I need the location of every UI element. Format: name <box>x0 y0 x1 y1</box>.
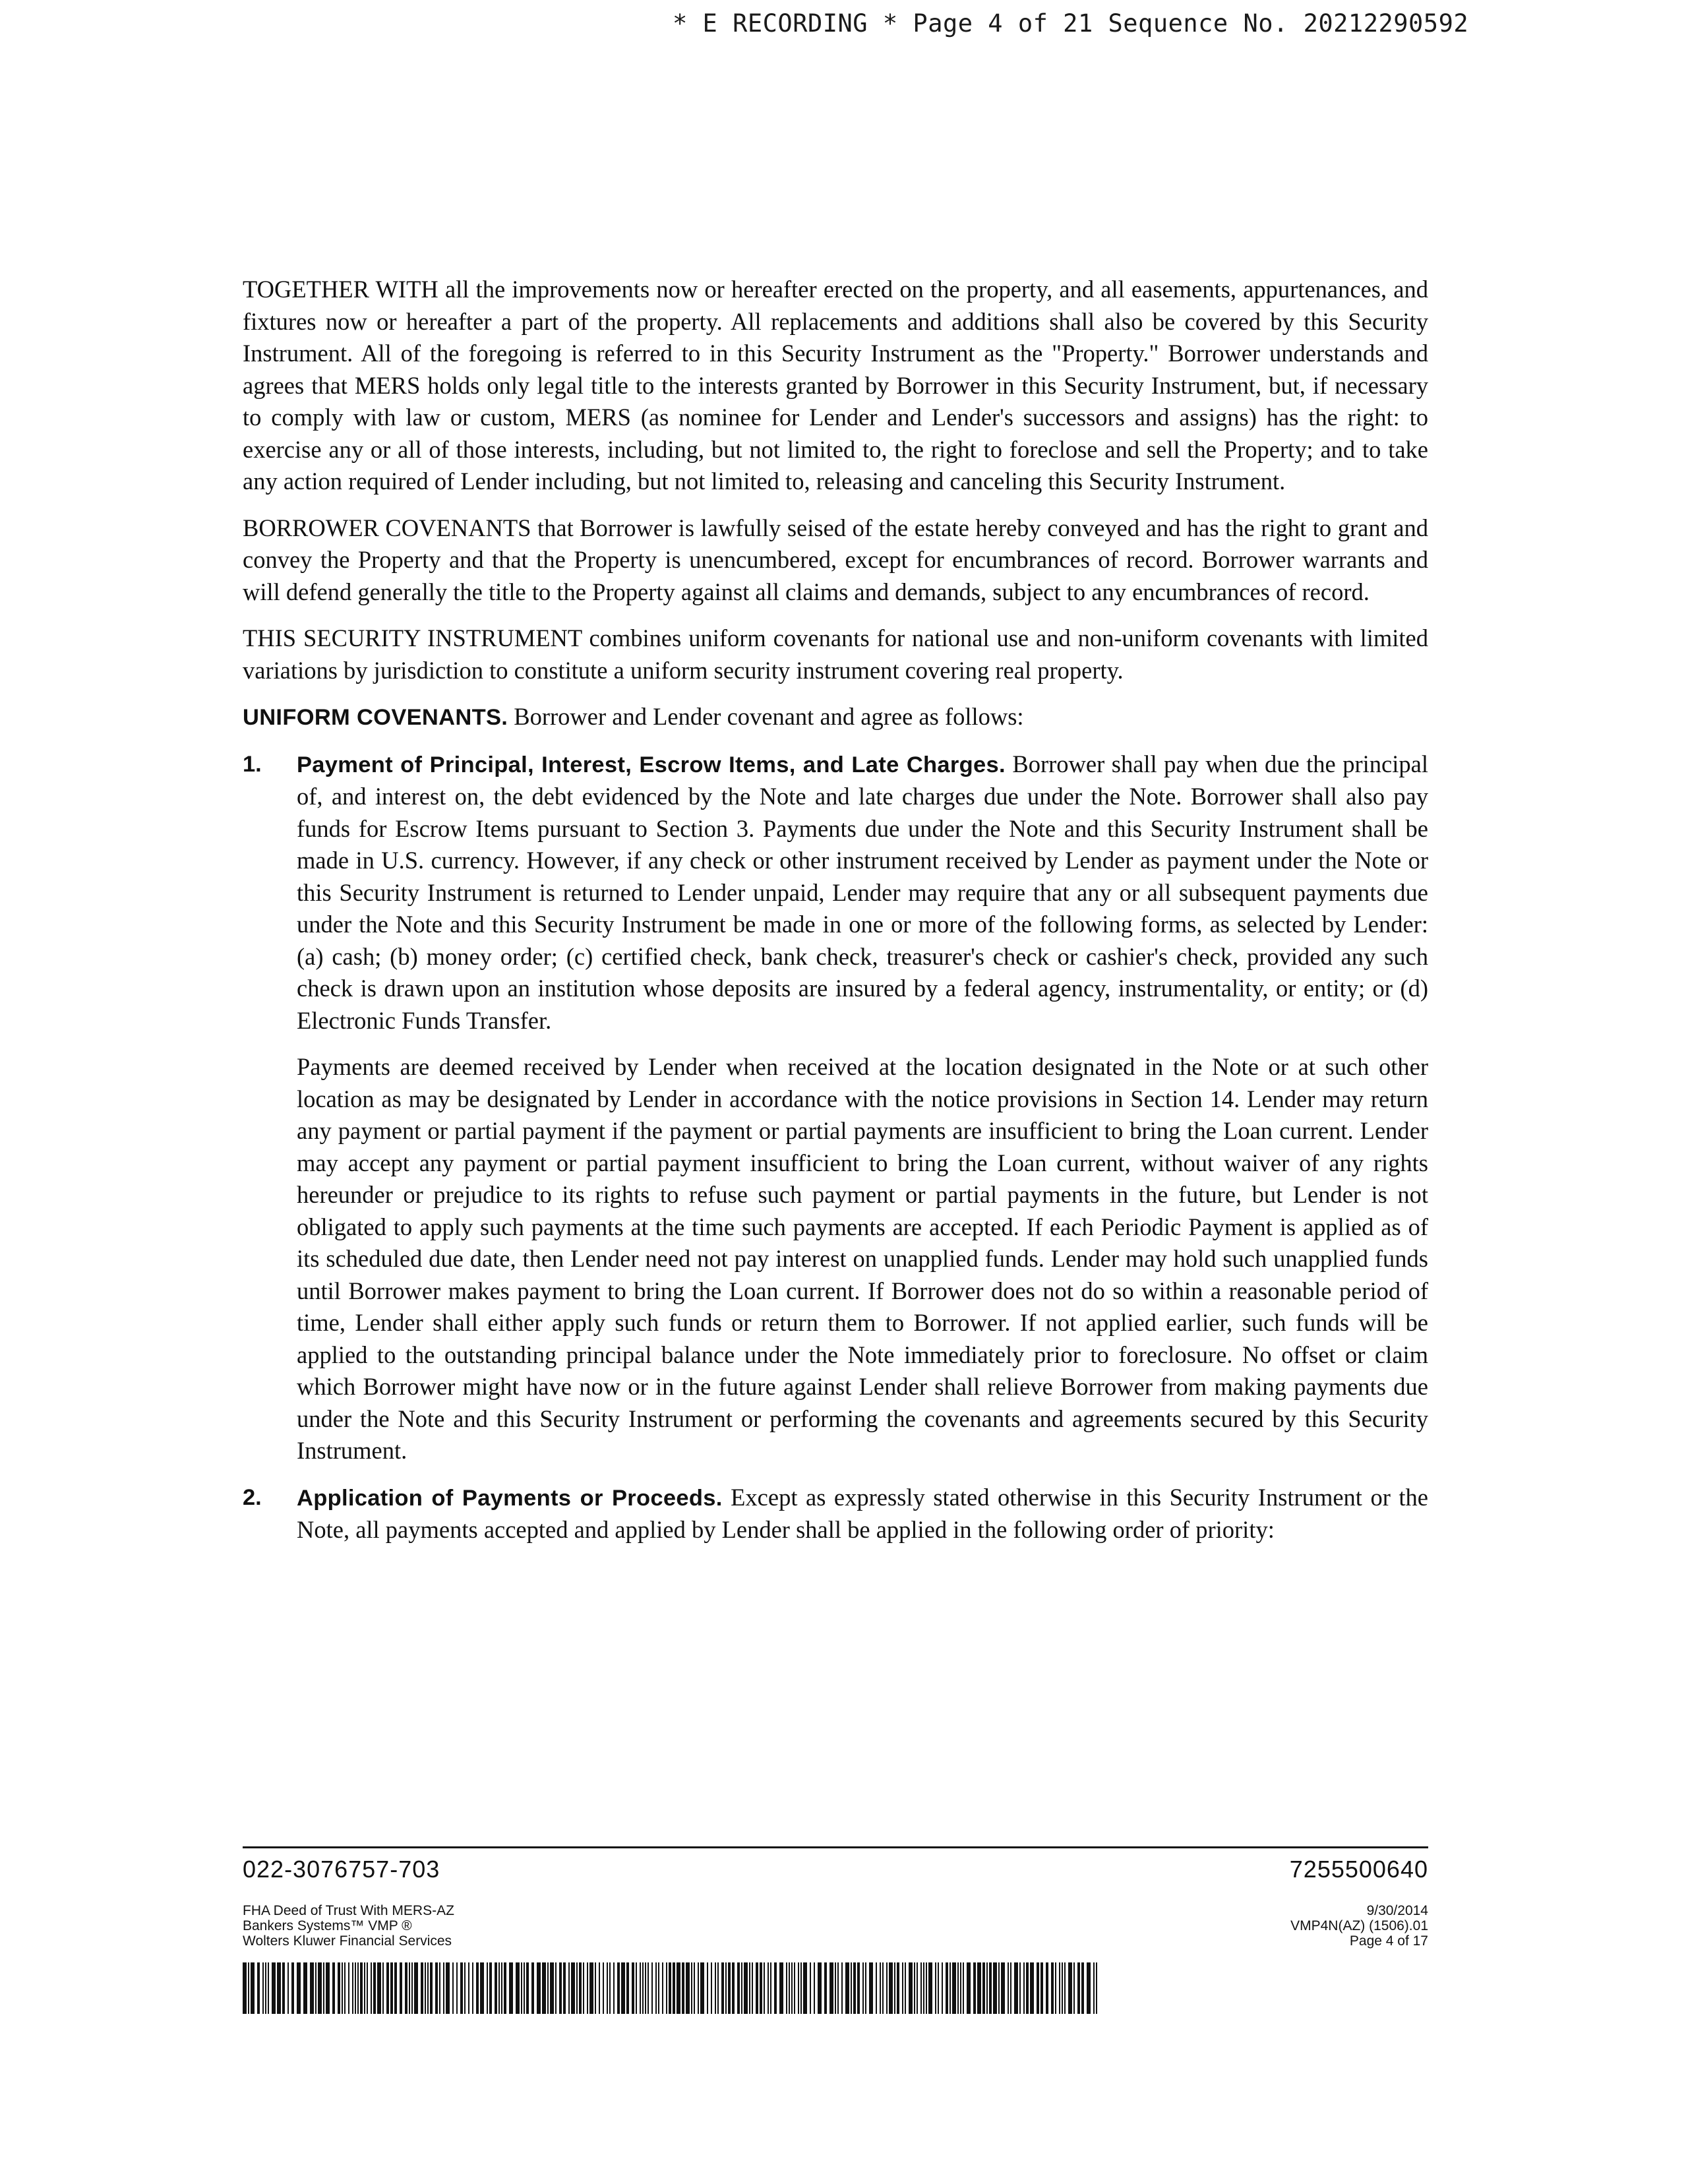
section-2 <box>243 1482 1428 1546</box>
section-1-number: 1. <box>243 751 262 777</box>
uniform-covenants-text: Borrower and Lender covenant and agree as follows: <box>508 703 1024 730</box>
section-2-heading: Application of Payments or Proceeds. <box>297 1485 723 1511</box>
form-code: VMP4N(AZ) (1506).01 <box>1290 1918 1428 1933</box>
section-1-heading: Payment of Principal, Interest, Escrow Items, and Late Charges. <box>297 752 1006 777</box>
form-company: Wolters Kluwer Financial Services <box>243 1933 452 1949</box>
section-2-text: Except as expressly stated otherwise in this Security Instrument or the Note, all payments accepted and applied by Lender shall be applied in the following order of priority: <box>297 1483 1428 1543</box>
document-body <box>243 274 1428 1561</box>
form-page: Page 4 of 17 <box>1349 1933 1428 1949</box>
recording-header: * E RECORDING * Page 4 of 21 Sequence No. 20212290592 <box>673 9 1469 38</box>
barcode-icon <box>243 1962 1100 2014</box>
form-title: FHA Deed of Trust With MERS-AZ <box>243 1903 454 1918</box>
form-meta <box>1290 1903 1428 1949</box>
section-1 <box>243 748 1428 1467</box>
document-number: 7255500640 <box>1289 1856 1428 1883</box>
form-date: 9/30/2014 <box>1366 1903 1428 1918</box>
section-1-paragraph <box>297 748 1428 1037</box>
loan-number: 022-3076757-703 <box>243 1856 440 1883</box>
security-instrument-paragraph: THIS SECURITY INSTRUMENT combines uniform covenants for national use and non-uniform covenants with limited variations by jurisdiction to constitute a uniform security instrument covering real property. <box>243 624 1428 684</box>
section-2-number: 2. <box>243 1484 262 1510</box>
uniform-covenants-heading: UNIFORM COVENANTS. <box>243 705 508 730</box>
form-publisher: Bankers Systems™ VMP ® <box>243 1918 412 1933</box>
form-info <box>243 1903 454 1949</box>
section-1-text: Borrower shall pay when due the principal of, and interest on, the debt evidenced by the Note and late charges due under the Note. Borrower shall also pay funds for Escrow Items pursuant to Section 3. Payments due under the Note and this Security Instrument shall be made in U.S. currency. However, if any check or other instrument received by Lender as payment under the Note or this Security Instrument is returned to Lender unpaid, Lender may require that any or all subsequent payments due under the Note and this Security Instrument be made in one or more of the following forms, as selected by Lender: (a) cash; (b) money order; (c) certified check, bank check, treasurer's check or cashier's check, provided any such check is drawn upon an institution whose deposits are insured by a federal agency, instrumentality, or entity; or (d) Electronic Funds Transfer. <box>297 750 1428 1034</box>
section-2-paragraph <box>297 1482 1428 1546</box>
borrower-covenants-paragraph: BORROWER COVENANTS that Borrower is lawfully seised of the estate hereby conveyed and has the right to grant and convey the Property and that the Property is unencumbered, except for encumbrances of record. Borrower warrants and will defend generally the title to the Property against all claims and demands, subject to any encumbrances of record. <box>243 514 1428 605</box>
footer-rule <box>243 1846 1428 1848</box>
section-1-paragraph-2: Payments are deemed received by Lender when received at the location designated in the Note or at such other location as may be designated by Lender in accordance with the notice provisions in Section 14. Lender may return any payment or partial payment if the payment or partial payments are insufficient to bring the Loan current. Lender may accept any payment or partial payment insufficient to bring the Loan current, without waiver of any rights hereunder or prejudice to its rights to refuse such payment or partial payments in the future, but Lender is not obligated to apply such payments at the time such payments are accepted. If each Periodic Payment is applied as of its scheduled due date, then Lender need not pay interest on unapplied funds. Lender may hold such unapplied funds until Borrower makes payment to bring the Loan current. If Borrower does not do so within a reasonable period of time, Lender shall either apply such funds or return them to Borrower. If not applied earlier, such funds will be applied to the outstanding principal balance under the Note immediately prior to foreclosure. No offset or claim which Borrower might have now or in the future against Lender shall relieve Borrower from making payments due under the Note and this Security Instrument or performing the covenants and agreements secured by this Security Instrument. <box>297 1053 1428 1464</box>
together-with-paragraph: TOGETHER WITH all the improvements now or hereafter erected on the property, and all easements, appurtenances, and fixtures now or hereafter a part of the property. All replacements and additions shall also be covered by this Security Instrument. All of the foregoing is referred to in this Security Instrument as the "Property." Borrower understands and agrees that MERS holds only legal title to the interests granted by Borrower in this Security Instrument, but, if necessary to comply with law or custom, MERS (as nominee for Lender and Lender's successors and assigns) has the right: to exercise any or all of those interests, including, but not limited to, the right to foreclose and sell the Property; and to take any action required of Lender including, but not limited to, releasing and canceling this Security Instrument. <box>243 276 1428 495</box>
uniform-covenants-paragraph <box>243 701 1428 734</box>
